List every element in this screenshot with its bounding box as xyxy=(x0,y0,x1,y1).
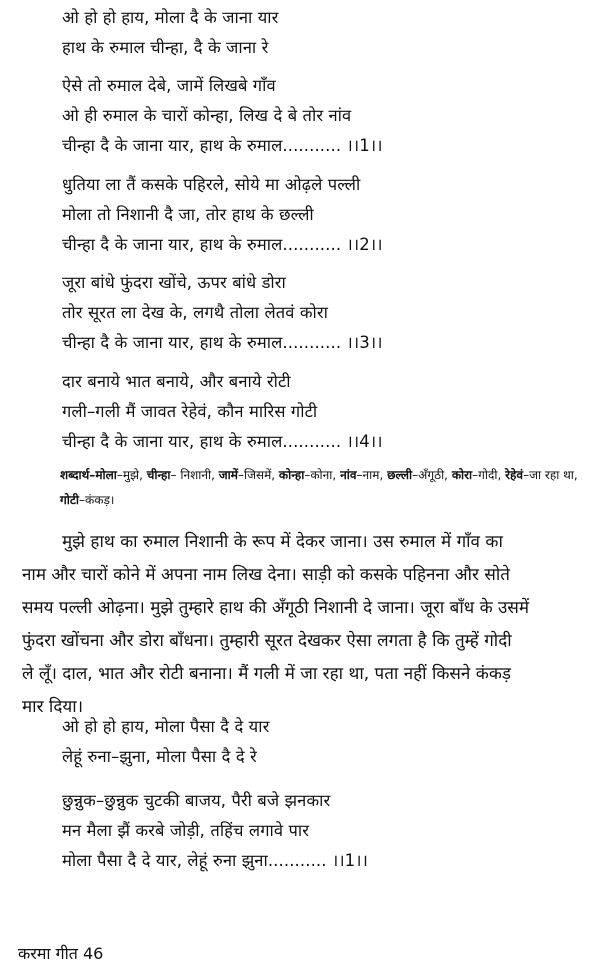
verse-line: ओ ही रुमाल के चारों कोन्हा, लिख दे बे तोर नांव xyxy=(62,106,352,125)
page-footer: करमा गीत 46 xyxy=(18,944,104,963)
glossary xyxy=(60,463,580,513)
song2-stanza-refrain xyxy=(62,712,269,772)
paragraph-line: मुझे हाथ का रुमाल निशानी के रूप में देकर जाना। उस रुमाल में गाँव का xyxy=(62,532,503,552)
glossary-meaning: –जा रहा था, xyxy=(523,468,578,482)
verse-line: गली–गली मैं जावत रेहेवं, कौन मारिस गोटी xyxy=(62,402,318,421)
paragraph-line: समय पल्ली ओढ़ना। मुझे तुम्हारे हाथ की अँगूठी निशानी दे जाना। जूरा बाँध के उसमें xyxy=(22,598,530,618)
verse-line: ओ हो हो हाय, मोला पैसा दै दे यार xyxy=(62,717,270,736)
glossary-meaning: –नाम, xyxy=(356,468,388,482)
verse-line: लेहूं रुना–झुना, मोला पैसा दै दे रे xyxy=(62,747,257,766)
glossary-meaning: –कंकड़। xyxy=(79,493,115,507)
paragraph-line: फुंदरा खोंचना और डोरा बाँधना। तुम्हारी सूरत देखकर ऐसा लगता है कि तुम्हें गोदी xyxy=(22,631,512,651)
paragraph-line: नाम और चारों कोने में अपना नाम लिख देना। साड़ी को कसके पहिनना और सोते xyxy=(22,565,510,585)
glossary-term: गोटी xyxy=(60,493,80,507)
glossary-meaning: –कोना, xyxy=(304,468,341,482)
glossary-heading: शब्दार्थ– xyxy=(60,468,96,482)
paragraph-line: ले लूँ। दाल, भात और रोटी बनाना। मैं गली में जा रहा था, पता नहीं किसने कंकड़ xyxy=(22,664,511,684)
glossary-term: छल्ली xyxy=(387,468,413,482)
glossary-term: जामें xyxy=(218,468,238,482)
verse-line: चीन्हा दै के जाना यार, हाथ के रुमाल........... ।।3।। xyxy=(62,333,383,352)
song-stanza-3 xyxy=(62,268,383,358)
translation-paragraph xyxy=(22,526,582,724)
verse-line: मोला पैसा दै दे यार, लेहूं रुना झुना........... ।।1।। xyxy=(62,851,368,870)
glossary-meaning: –अँगूठी, xyxy=(412,468,452,482)
song2-stanza-1 xyxy=(62,786,368,876)
glossary-term: नांव xyxy=(340,468,357,482)
song-stanza-refrain xyxy=(62,3,279,63)
song-stanza-2 xyxy=(62,170,383,260)
verse-line: ऐसे तो रुमाल देबे, जामें लिखबे गाँव xyxy=(62,76,276,95)
verse-line: तोर सूरत ला देख के, लगथै तोला लेतवं कोरा xyxy=(62,303,329,322)
glossary-term: कोन्हा xyxy=(278,468,305,482)
song-stanza-4 xyxy=(62,367,383,457)
verse-line: चीन्हा दै के जाना यार, हाथ के रुमाल........... ।।2।। xyxy=(62,235,383,254)
verse-line: छुन्नुक–छुन्नुक चुटकी बाजय, पैरी बजे झनकार xyxy=(62,791,331,810)
paragraph-line: मार दिया। xyxy=(22,697,84,717)
glossary-meaning: –मुझे, xyxy=(116,468,147,482)
verse-line: मोला तो निशानी दै जा, तोर हाथ के छल्ली xyxy=(62,205,314,224)
glossary-term: चीन्हा xyxy=(146,468,171,482)
glossary-meaning: –गोदी, xyxy=(472,468,506,482)
verse-line: चीन्हा दै के जाना यार, हाथ के रुमाल........... ।।4।। xyxy=(62,432,383,451)
verse-line: धुतिया ला तैं कसके पहिरले, सोये मा ओढ़ले पल्ली xyxy=(62,175,361,194)
glossary-meaning: – निशानी, xyxy=(170,468,219,482)
glossary-term: मोला xyxy=(95,468,117,482)
verse-line: हाथ के रुमाल चीन्हा, दै के जाना रे xyxy=(62,38,269,57)
verse-line: ओ हो हो हाय, मोला दै के जाना यार xyxy=(62,8,279,27)
glossary-meaning: –जिसमें, xyxy=(237,468,279,482)
verse-line: चीन्हा दै के जाना यार, हाथ के रुमाल........... ।।1।। xyxy=(62,136,383,155)
song-stanza-1 xyxy=(62,71,383,161)
verse-line: दार बनाये भात बनाये, और बनाये रोटी xyxy=(62,372,291,391)
glossary-term: कोरा xyxy=(451,468,473,482)
glossary-term: रेहेवं xyxy=(505,468,524,482)
verse-line: मन मैला झैं करबे जोड़ी, तहिंच लगावे पार xyxy=(62,821,310,840)
verse-line: जूरा बांधे फुंदरा खोंचे, ऊपर बांधे डोरा xyxy=(62,273,286,292)
